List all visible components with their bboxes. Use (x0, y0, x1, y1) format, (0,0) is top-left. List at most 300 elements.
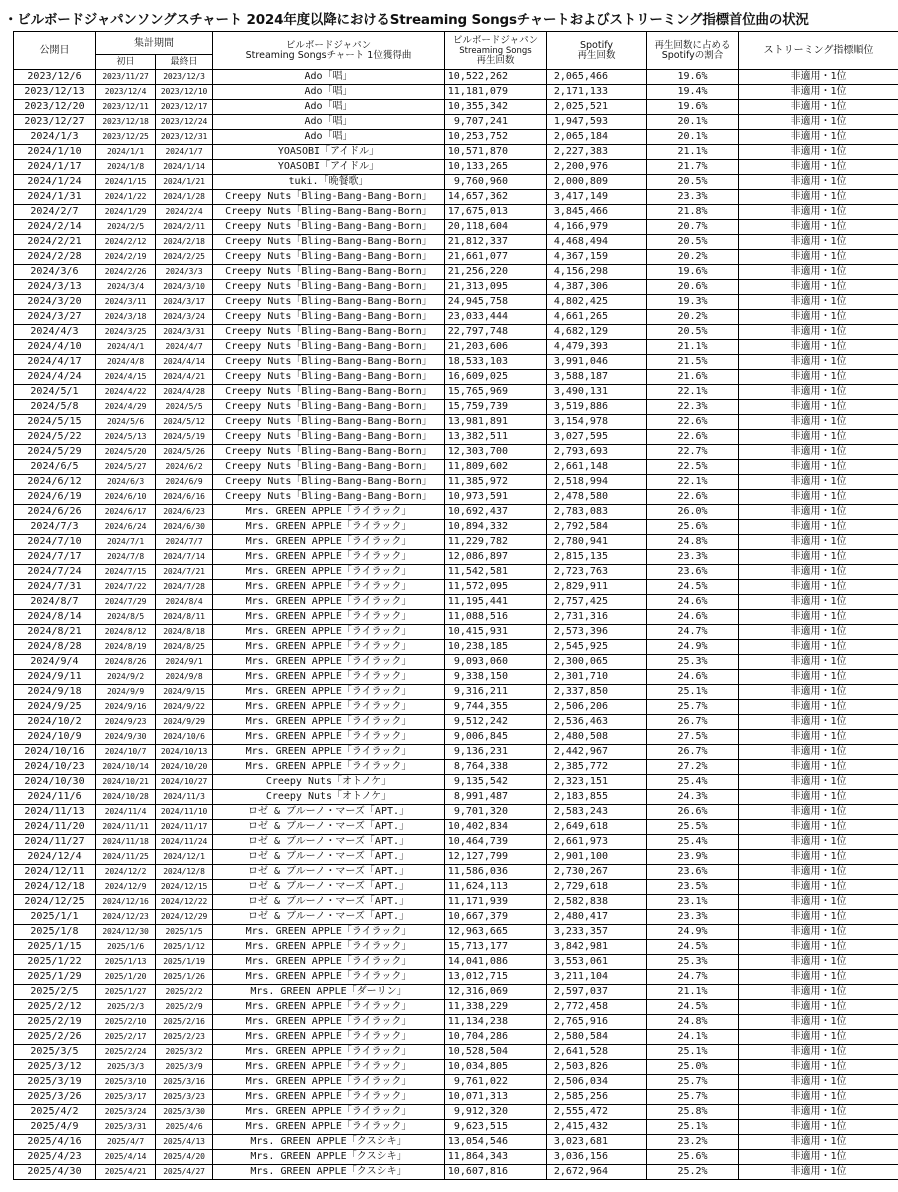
plays-cell: 10,238,185 (445, 640, 547, 655)
spotify-share-cell: 22.7% (647, 445, 739, 460)
period-start-cell: 2024/7/22 (96, 580, 156, 595)
streaming-rank-cell: 非適用・1位 (739, 1150, 898, 1165)
table-row (14, 280, 898, 295)
song-cell: ロゼ & ブルーノ・マーズ「APT.」 (213, 910, 445, 925)
spotify-share-cell: 26.0% (647, 505, 739, 520)
table-row (14, 460, 898, 475)
release-date-cell: 2024/8/21 (14, 625, 96, 640)
table-row (14, 760, 898, 775)
release-date-cell: 2025/4/9 (14, 1120, 96, 1135)
spotify-plays-cell: 2,065,466 (547, 70, 647, 85)
header-plays-line1: ビルボードジャパン (452, 34, 539, 46)
spotify-share-cell: 21.8% (647, 205, 739, 220)
table-row (14, 1105, 898, 1120)
spotify-share-cell: 26.7% (647, 745, 739, 760)
plays-cell: 10,253,752 (445, 130, 547, 145)
streaming-rank-cell: 非適用・1位 (739, 580, 898, 595)
table-row (14, 415, 898, 430)
spotify-share-cell: 25.4% (647, 775, 739, 790)
table-row (14, 1165, 898, 1180)
period-end-cell: 2025/2/16 (156, 1015, 213, 1030)
spotify-plays-cell: 2,480,508 (547, 730, 647, 745)
period-end-cell: 2023/12/24 (156, 115, 213, 130)
spotify-plays-cell: 2,536,463 (547, 715, 647, 730)
period-end-cell: 2025/2/2 (156, 985, 213, 1000)
plays-cell: 11,586,036 (445, 865, 547, 880)
song-cell: Mrs. GREEN APPLE「ライラック」 (213, 595, 445, 610)
release-date-cell: 2024/8/14 (14, 610, 96, 625)
release-date-cell: 2024/5/22 (14, 430, 96, 445)
plays-cell: 10,464,739 (445, 835, 547, 850)
period-start-cell: 2025/1/20 (96, 970, 156, 985)
plays-cell: 17,675,013 (445, 205, 547, 220)
table-row (14, 790, 898, 805)
song-cell: Creepy Nuts「Bling-Bang-Bang-Born」 (213, 220, 445, 235)
spotify-plays-cell: 2,300,065 (547, 655, 647, 670)
spotify-plays-cell: 2,323,151 (547, 775, 647, 790)
table-row (14, 880, 898, 895)
release-date-cell: 2024/1/10 (14, 145, 96, 160)
header-song (213, 32, 445, 70)
period-start-cell: 2023/12/25 (96, 130, 156, 145)
period-start-cell: 2024/2/26 (96, 265, 156, 280)
table-row (14, 985, 898, 1000)
spotify-share-cell: 21.1% (647, 145, 739, 160)
spotify-share-cell: 21.6% (647, 370, 739, 385)
release-date-cell: 2025/1/8 (14, 925, 96, 940)
table-row (14, 835, 898, 850)
spotify-share-cell: 27.2% (647, 760, 739, 775)
spotify-plays-cell: 2,597,037 (547, 985, 647, 1000)
spotify-plays-cell: 2,731,316 (547, 610, 647, 625)
plays-cell: 10,973,591 (445, 490, 547, 505)
plays-cell: 9,512,242 (445, 715, 547, 730)
period-end-cell: 2024/1/21 (156, 175, 213, 190)
streaming-rank-cell: 非適用・1位 (739, 685, 898, 700)
streaming-rank-cell: 非適用・1位 (739, 700, 898, 715)
plays-cell: 9,135,542 (445, 775, 547, 790)
period-start-cell: 2024/7/15 (96, 565, 156, 580)
song-cell: Creepy Nuts「Bling-Bang-Bang-Born」 (213, 265, 445, 280)
streaming-rank-cell: 非適用・1位 (739, 775, 898, 790)
song-cell: Mrs. GREEN APPLE「ライラック」 (213, 640, 445, 655)
streaming-rank-cell: 非適用・1位 (739, 940, 898, 955)
spotify-plays-cell: 2,171,133 (547, 85, 647, 100)
spotify-share-cell: 24.6% (647, 610, 739, 625)
period-start-cell: 2024/2/19 (96, 250, 156, 265)
release-date-cell: 2024/8/28 (14, 640, 96, 655)
plays-cell: 9,093,060 (445, 655, 547, 670)
release-date-cell: 2025/3/26 (14, 1090, 96, 1105)
table-body (14, 70, 898, 1180)
spotify-plays-cell: 3,490,131 (547, 385, 647, 400)
table-row (14, 175, 898, 190)
release-date-cell: 2025/2/19 (14, 1015, 96, 1030)
period-start-cell: 2023/12/18 (96, 115, 156, 130)
spotify-share-cell: 24.5% (647, 940, 739, 955)
period-end-cell: 2024/12/22 (156, 895, 213, 910)
period-end-cell: 2024/6/30 (156, 520, 213, 535)
streaming-rank-cell: 非適用・1位 (739, 385, 898, 400)
song-cell: Creepy Nuts「Bling-Bang-Bang-Born」 (213, 235, 445, 250)
spotify-plays-cell: 2,792,584 (547, 520, 647, 535)
spotify-share-cell: 20.7% (647, 220, 739, 235)
spotify-plays-cell: 2,442,967 (547, 745, 647, 760)
period-end-cell: 2024/5/26 (156, 445, 213, 460)
streaming-rank-cell: 非適用・1位 (739, 100, 898, 115)
release-date-cell: 2023/12/6 (14, 70, 96, 85)
spotify-share-cell: 25.6% (647, 1150, 739, 1165)
period-end-cell: 2024/2/25 (156, 250, 213, 265)
table-row (14, 475, 898, 490)
streaming-rank-cell: 非適用・1位 (739, 985, 898, 1000)
table-row (14, 400, 898, 415)
spotify-plays-cell: 2,555,472 (547, 1105, 647, 1120)
song-cell: Creepy Nuts「Bling-Bang-Bang-Born」 (213, 475, 445, 490)
period-end-cell: 2024/10/6 (156, 730, 213, 745)
release-date-cell: 2025/1/29 (14, 970, 96, 985)
song-cell: Mrs. GREEN APPLE「ライラック」 (213, 925, 445, 940)
spotify-plays-cell: 2,901,100 (547, 850, 647, 865)
streaming-rank-cell: 非適用・1位 (739, 1165, 898, 1180)
streaming-rank-cell: 非適用・1位 (739, 115, 898, 130)
spotify-plays-cell: 4,367,159 (547, 250, 647, 265)
spotify-plays-cell: 2,200,976 (547, 160, 647, 175)
period-end-cell: 2025/2/9 (156, 1000, 213, 1015)
streaming-rank-cell: 非適用・1位 (739, 400, 898, 415)
release-date-cell: 2024/3/27 (14, 310, 96, 325)
table-row (14, 595, 898, 610)
plays-cell: 10,528,504 (445, 1045, 547, 1060)
streaming-rank-cell: 非適用・1位 (739, 550, 898, 565)
spotify-share-cell: 20.2% (647, 250, 739, 265)
release-date-cell: 2024/10/9 (14, 730, 96, 745)
spotify-share-cell: 23.5% (647, 880, 739, 895)
release-date-cell: 2025/4/23 (14, 1150, 96, 1165)
plays-cell: 18,533,103 (445, 355, 547, 370)
period-start-cell: 2024/6/17 (96, 505, 156, 520)
spotify-share-cell: 24.5% (647, 1000, 739, 1015)
spotify-plays-cell: 2,580,584 (547, 1030, 647, 1045)
release-date-cell: 2024/10/30 (14, 775, 96, 790)
plays-cell: 24,945,758 (445, 295, 547, 310)
spotify-plays-cell: 2,765,916 (547, 1015, 647, 1030)
streaming-rank-cell: 非適用・1位 (739, 625, 898, 640)
plays-cell: 13,981,891 (445, 415, 547, 430)
period-end-cell: 2024/3/31 (156, 325, 213, 340)
release-date-cell: 2024/5/29 (14, 445, 96, 460)
period-end-cell: 2024/8/18 (156, 625, 213, 640)
spotify-share-cell: 20.6% (647, 280, 739, 295)
period-end-cell: 2024/5/19 (156, 430, 213, 445)
spotify-plays-cell: 2,829,911 (547, 580, 647, 595)
spotify-share-cell: 25.1% (647, 685, 739, 700)
spotify-share-cell: 25.0% (647, 1060, 739, 1075)
table-row (14, 100, 898, 115)
period-start-cell: 2025/3/17 (96, 1090, 156, 1105)
streaming-rank-cell: 非適用・1位 (739, 955, 898, 970)
release-date-cell: 2024/7/31 (14, 580, 96, 595)
period-end-cell: 2024/2/11 (156, 220, 213, 235)
spotify-share-cell: 25.2% (647, 1165, 739, 1180)
streaming-rank-cell: 非適用・1位 (739, 370, 898, 385)
release-date-cell: 2024/2/28 (14, 250, 96, 265)
release-date-cell: 2024/5/15 (14, 415, 96, 430)
spotify-plays-cell: 4,479,393 (547, 340, 647, 355)
streaming-rank-cell: 非適用・1位 (739, 910, 898, 925)
spotify-plays-cell: 2,478,580 (547, 490, 647, 505)
streaming-rank-cell: 非適用・1位 (739, 220, 898, 235)
plays-cell: 9,006,845 (445, 730, 547, 745)
table-row (14, 970, 898, 985)
plays-cell: 21,661,077 (445, 250, 547, 265)
release-date-cell: 2024/12/4 (14, 850, 96, 865)
spotify-plays-cell: 3,154,978 (547, 415, 647, 430)
plays-cell: 11,088,516 (445, 610, 547, 625)
period-end-cell: 2024/7/7 (156, 535, 213, 550)
period-start-cell: 2023/12/11 (96, 100, 156, 115)
streaming-rank-cell: 非適用・1位 (739, 925, 898, 940)
table-row (14, 310, 898, 325)
plays-cell: 21,313,095 (445, 280, 547, 295)
release-date-cell: 2024/7/10 (14, 535, 96, 550)
plays-cell: 9,760,960 (445, 175, 547, 190)
release-date-cell: 2024/2/14 (14, 220, 96, 235)
spotify-plays-cell: 2,661,973 (547, 835, 647, 850)
release-date-cell: 2024/9/4 (14, 655, 96, 670)
streaming-rank-cell: 非適用・1位 (739, 505, 898, 520)
spotify-share-cell: 25.7% (647, 1090, 739, 1105)
song-cell: Mrs. GREEN APPLE「ライラック」 (213, 1000, 445, 1015)
table-row (14, 295, 898, 310)
period-end-cell: 2024/4/28 (156, 385, 213, 400)
release-date-cell: 2024/11/6 (14, 790, 96, 805)
release-date-cell: 2023/12/27 (14, 115, 96, 130)
spotify-share-cell: 27.5% (647, 730, 739, 745)
period-end-cell: 2025/3/16 (156, 1075, 213, 1090)
period-end-cell: 2024/6/23 (156, 505, 213, 520)
header-release-date: 公開日 (14, 32, 96, 70)
period-start-cell: 2024/7/29 (96, 595, 156, 610)
period-end-cell: 2025/3/23 (156, 1090, 213, 1105)
spotify-share-cell: 22.6% (647, 415, 739, 430)
period-end-cell: 2024/11/10 (156, 805, 213, 820)
period-end-cell: 2025/3/9 (156, 1060, 213, 1075)
period-start-cell: 2024/1/1 (96, 145, 156, 160)
period-end-cell: 2025/4/13 (156, 1135, 213, 1150)
song-cell: ロゼ & ブルーノ・マーズ「APT.」 (213, 835, 445, 850)
song-cell: ロゼ & ブルーノ・マーズ「APT.」 (213, 880, 445, 895)
table-row (14, 1120, 898, 1135)
release-date-cell: 2023/12/13 (14, 85, 96, 100)
plays-cell: 12,303,700 (445, 445, 547, 460)
spotify-plays-cell: 4,166,979 (547, 220, 647, 235)
song-cell: Creepy Nuts「Bling-Bang-Bang-Born」 (213, 385, 445, 400)
release-date-cell: 2024/10/2 (14, 715, 96, 730)
period-start-cell: 2024/11/4 (96, 805, 156, 820)
table-row (14, 70, 898, 85)
period-start-cell: 2024/3/25 (96, 325, 156, 340)
header-share-line2: Spotifyの割合 (661, 49, 724, 61)
release-date-cell: 2025/3/5 (14, 1045, 96, 1060)
song-cell: Mrs. GREEN APPLE「ライラック」 (213, 1090, 445, 1105)
release-date-cell: 2025/4/16 (14, 1135, 96, 1150)
table-row (14, 235, 898, 250)
spotify-share-cell: 22.5% (647, 460, 739, 475)
period-start-cell: 2025/2/24 (96, 1045, 156, 1060)
spotify-plays-cell: 3,233,357 (547, 925, 647, 940)
plays-cell: 10,692,437 (445, 505, 547, 520)
plays-cell: 23,033,444 (445, 310, 547, 325)
song-cell: Creepy Nuts「オトノケ」 (213, 775, 445, 790)
song-cell: Mrs. GREEN APPLE「ライラック」 (213, 1105, 445, 1120)
spotify-plays-cell: 2,506,206 (547, 700, 647, 715)
song-cell: Creepy Nuts「Bling-Bang-Bang-Born」 (213, 400, 445, 415)
table-row (14, 1015, 898, 1030)
streaming-rank-cell: 非適用・1位 (739, 1105, 898, 1120)
table-row (14, 655, 898, 670)
spotify-plays-cell: 3,842,981 (547, 940, 647, 955)
plays-cell: 11,229,782 (445, 535, 547, 550)
plays-cell: 11,624,113 (445, 880, 547, 895)
period-start-cell: 2024/12/2 (96, 865, 156, 880)
plays-cell: 11,809,602 (445, 460, 547, 475)
streaming-rank-cell: 非適用・1位 (739, 1045, 898, 1060)
song-cell: Mrs. GREEN APPLE「クスシキ」 (213, 1135, 445, 1150)
streaming-rank-cell: 非適用・1位 (739, 730, 898, 745)
period-start-cell: 2024/2/5 (96, 220, 156, 235)
streaming-rank-cell: 非適用・1位 (739, 85, 898, 100)
spotify-plays-cell: 4,802,425 (547, 295, 647, 310)
table-row (14, 925, 898, 940)
period-start-cell: 2024/6/3 (96, 475, 156, 490)
spotify-plays-cell: 3,023,681 (547, 1135, 647, 1150)
plays-cell: 10,034,805 (445, 1060, 547, 1075)
streaming-rank-cell: 非適用・1位 (739, 70, 898, 85)
header-share (647, 32, 739, 70)
period-end-cell: 2024/3/3 (156, 265, 213, 280)
release-date-cell: 2025/1/22 (14, 955, 96, 970)
spotify-share-cell: 23.3% (647, 910, 739, 925)
plays-cell: 13,382,511 (445, 430, 547, 445)
plays-cell: 10,667,379 (445, 910, 547, 925)
spotify-plays-cell: 2,227,383 (547, 145, 647, 160)
table-row (14, 610, 898, 625)
song-cell: Mrs. GREEN APPLE「クスシキ」 (213, 1165, 445, 1180)
table-row (14, 385, 898, 400)
table-row (14, 940, 898, 955)
plays-cell: 10,402,834 (445, 820, 547, 835)
table-row (14, 640, 898, 655)
period-end-cell: 2025/4/20 (156, 1150, 213, 1165)
period-end-cell: 2024/10/20 (156, 760, 213, 775)
period-end-cell: 2024/11/24 (156, 835, 213, 850)
period-end-cell: 2024/2/18 (156, 235, 213, 250)
song-cell: Mrs. GREEN APPLE「ライラック」 (213, 940, 445, 955)
spotify-plays-cell: 1,947,593 (547, 115, 647, 130)
period-end-cell: 2024/12/15 (156, 880, 213, 895)
period-start-cell: 2024/5/27 (96, 460, 156, 475)
period-start-cell: 2025/1/27 (96, 985, 156, 1000)
song-cell: Mrs. GREEN APPLE「ライラック」 (213, 745, 445, 760)
song-cell: ロゼ & ブルーノ・マーズ「APT.」 (213, 895, 445, 910)
spotify-plays-cell: 3,845,466 (547, 205, 647, 220)
plays-cell: 9,744,355 (445, 700, 547, 715)
song-cell: Ado「唱」 (213, 70, 445, 85)
period-start-cell: 2024/4/8 (96, 355, 156, 370)
spotify-plays-cell: 2,582,838 (547, 895, 647, 910)
song-cell: Creepy Nuts「Bling-Bang-Bang-Born」 (213, 415, 445, 430)
table-row (14, 1075, 898, 1090)
table-row (14, 820, 898, 835)
period-start-cell: 2025/1/13 (96, 955, 156, 970)
song-cell: Ado「唱」 (213, 115, 445, 130)
spotify-plays-cell: 2,573,396 (547, 625, 647, 640)
spotify-plays-cell: 2,757,425 (547, 595, 647, 610)
period-start-cell: 2024/3/11 (96, 295, 156, 310)
spotify-plays-cell: 2,385,772 (547, 760, 647, 775)
song-cell: Creepy Nuts「Bling-Bang-Bang-Born」 (213, 295, 445, 310)
period-end-cell: 2024/7/28 (156, 580, 213, 595)
release-date-cell: 2024/7/24 (14, 565, 96, 580)
song-cell: Mrs. GREEN APPLE「ライラック」 (213, 715, 445, 730)
period-start-cell: 2024/3/18 (96, 310, 156, 325)
table-row (14, 715, 898, 730)
streaming-rank-cell: 非適用・1位 (739, 175, 898, 190)
plays-cell: 13,012,715 (445, 970, 547, 985)
streaming-rank-cell: 非適用・1位 (739, 1030, 898, 1045)
plays-cell: 8,764,338 (445, 760, 547, 775)
song-cell: Mrs. GREEN APPLE「ライラック」 (213, 685, 445, 700)
release-date-cell: 2024/3/6 (14, 265, 96, 280)
spotify-plays-cell: 2,723,763 (547, 565, 647, 580)
spotify-share-cell: 24.6% (647, 595, 739, 610)
plays-cell: 11,338,229 (445, 1000, 547, 1015)
table-row (14, 190, 898, 205)
period-end-cell: 2025/1/19 (156, 955, 213, 970)
plays-cell: 9,136,231 (445, 745, 547, 760)
period-start-cell: 2024/12/9 (96, 880, 156, 895)
plays-cell: 14,657,362 (445, 190, 547, 205)
plays-cell: 11,171,939 (445, 895, 547, 910)
period-end-cell: 2024/9/22 (156, 700, 213, 715)
period-end-cell: 2024/9/8 (156, 670, 213, 685)
period-start-cell: 2024/10/21 (96, 775, 156, 790)
period-end-cell: 2024/7/21 (156, 565, 213, 580)
plays-cell: 10,894,332 (445, 520, 547, 535)
period-start-cell: 2025/3/24 (96, 1105, 156, 1120)
spotify-share-cell: 22.1% (647, 475, 739, 490)
song-cell: Mrs. GREEN APPLE「ライラック」 (213, 625, 445, 640)
streaming-rank-cell: 非適用・1位 (739, 310, 898, 325)
plays-cell: 9,623,515 (445, 1120, 547, 1135)
period-start-cell: 2024/2/12 (96, 235, 156, 250)
table-row (14, 115, 898, 130)
spotify-share-cell: 24.9% (647, 925, 739, 940)
song-cell: Creepy Nuts「Bling-Bang-Bang-Born」 (213, 190, 445, 205)
release-date-cell: 2024/1/17 (14, 160, 96, 175)
plays-cell: 21,256,220 (445, 265, 547, 280)
table-row (14, 340, 898, 355)
spotify-plays-cell: 4,156,298 (547, 265, 647, 280)
header-spotify-line1: Spotify (579, 39, 614, 51)
song-cell: Mrs. GREEN APPLE「ライラック」 (213, 520, 445, 535)
period-start-cell: 2024/12/16 (96, 895, 156, 910)
spotify-plays-cell: 3,027,595 (547, 430, 647, 445)
streaming-rank-cell: 非適用・1位 (739, 430, 898, 445)
spotify-plays-cell: 4,682,129 (547, 325, 647, 340)
streaming-rank-cell: 非適用・1位 (739, 325, 898, 340)
